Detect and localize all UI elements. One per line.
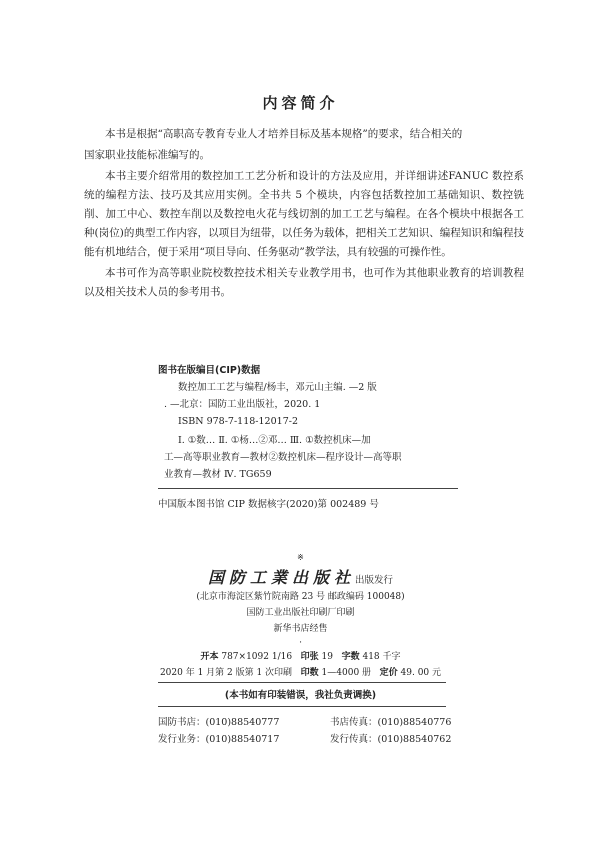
intro-paragraph-2: 本书主要介绍常用的数控加工工艺分析和设计的方法及应用，并详细讲述FANUC 数控系统的编程方法、技巧及其应用实例。全书共 5 个模块，内容包括数控加工基础知识、数控铣削、加工中心、数控车削以及数控电火花与线切割的加工工艺与编程。在各个模块中根据各工种(岗位)的典型工作内容，以项目为纽带，以任务为载体，把相关工艺知识、编程知识和编程技能有机地结合，便于采用“项目导向、任务驱动”教学法，具有较强的可操作性。 [84,170,524,258]
publisher-suffix: 出版发行 [355,575,394,586]
print-label: 印数 [300,668,319,678]
cip-line: ISBN 978-7-118-12017-2 [178,416,298,427]
publisher-address: (北京市海淀区紫竹院南路 23 号 邮政编码 100048) [196,592,405,602]
specs-line-1 [0,650,601,665]
intro-section [84,125,524,304]
notice-divider [158,706,446,707]
sheets-label: 印张 [300,652,319,662]
separator-star: ※ [297,553,304,562]
edition-value: 2020 年 1 月第 2 版第 1 次印刷 [159,668,293,678]
contact-bookstore: 国防书店：(010)88540777 [158,717,280,728]
words-value: 418 千字 [362,652,401,662]
contact-distribution-fax: 发行传真：(010)88540762 [330,734,452,745]
distributor: 新华书店经售 [273,624,328,634]
cip-line: 数控加工工艺与编程/杨丰，邓元山主编. —2 版 [178,382,377,393]
intro-paragraph-1a: 本书是根据“高职高专教育专业人才培养目标及基本规格”的要求，结合相关的 [105,128,463,140]
format-value: 787×1092 1/16 [221,652,293,662]
notice-text: (本书如有印装错误，我社负责调换) [224,690,377,701]
cip-line: 工—高等职业教育—教材②数控机床—程序设计—高等职 [164,452,402,463]
publisher-logo: 国防工業出版社 [207,568,355,587]
publisher-line [0,570,601,588]
print-value: 1—4000 册 [321,668,372,678]
cip-line: Ⅰ. ①数… Ⅱ. ①杨…②邓… Ⅲ. ①数控机床—加 [178,435,371,446]
intro-paragraph-3: 本书可作为高等职业院校数控技术相关专业教学用书，也可作为其他职业教育的培训教程以及相关技术人员的参考用书。 [84,267,524,298]
page-title: 内容简介 [262,94,339,112]
specs-line-2 [0,666,601,681]
price-label: 定价 [379,668,398,678]
intro-paragraph-1b: 国家职业技能标准编写的。 [84,149,210,161]
specs-divider [158,682,446,683]
words-label: 字数 [341,652,360,662]
format-label: 开本 [200,652,219,662]
contact-bookstore-fax: 书店传真：(010)88540776 [330,717,452,728]
cip-line: . —北京：国防工业出版社，2020. 1 [164,399,321,410]
contact-distribution: 发行业务：(010)88540717 [158,734,280,745]
printer: 国防工业出版社印刷厂印刷 [246,608,355,618]
cip-heading: 图书在版编目(CIP)数据 [158,365,261,376]
cip-divider [158,488,458,489]
separator-dot: · [299,638,302,648]
cip-record: 中国版本图书馆 CIP 数据核字(2020)第 002489 号 [158,499,379,510]
price-value: 49. 00 元 [400,668,442,678]
sheets-value: 19 [321,652,333,662]
cip-block [158,362,458,483]
notice [0,688,601,703]
cip-line: 业教育—教材 Ⅳ. TG659 [164,469,272,480]
